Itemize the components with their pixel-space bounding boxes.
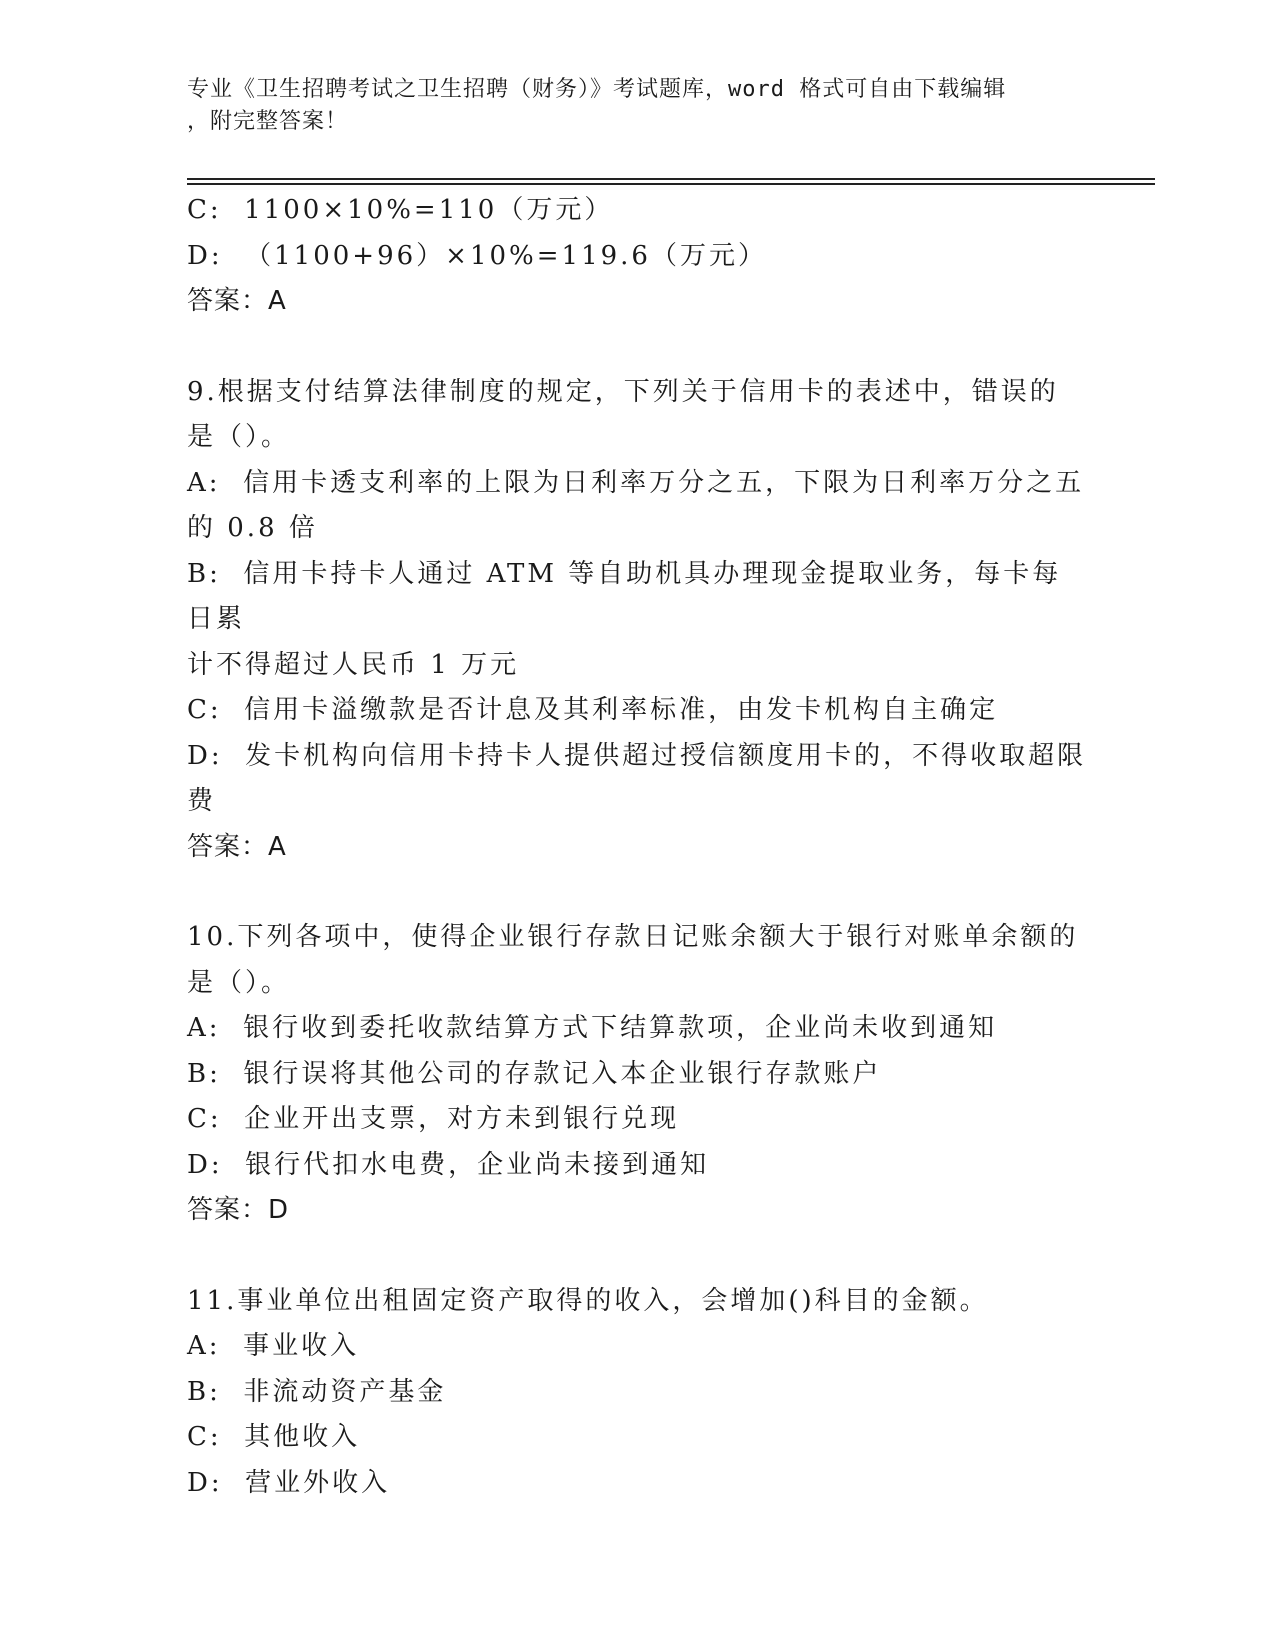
q9-option-c: C: 信用卡溢缴款是否计息及其利率标准，由发卡机构自主确定	[187, 695, 999, 725]
q11-option-b: B: 非流动资产基金	[187, 1376, 447, 1407]
q9-option-b-line-2: 计不得超过人民币 1 万元	[187, 649, 520, 680]
q9-option-a-line-1: A: 信用卡透支利率的上限为日利率万分之五，下限为日利率万分之五	[187, 467, 1085, 498]
header-divider-top	[187, 178, 1155, 180]
q11-option-d: D: 营业外收入	[187, 1467, 391, 1498]
header-divider-bottom	[187, 183, 1155, 185]
spacer	[187, 1234, 1087, 1279]
q11-option-c: C: 其他收入	[187, 1422, 361, 1452]
q10-stem-line-1: 10.下列各项中，使得企业银行存款日记账余额大于银行对账单余额的	[187, 922, 1079, 952]
header-line-2: ，附完整答案！	[187, 109, 349, 134]
q11-option-a: A: 事业收入	[187, 1331, 360, 1361]
q9-answer: 答案：A	[187, 831, 287, 862]
header-line-1: 专业《卫生招聘考试之卫生招聘（财务）》考试题库，word 格式可自由下载编辑	[187, 77, 1007, 102]
spacer	[187, 325, 1087, 370]
q9-option-a-line-2: 的 0.8 倍	[187, 513, 318, 543]
q9-stem-line-1: 9.根据支付结算法律制度的规定，下列关于信用卡的表述中，错误的	[187, 376, 1059, 407]
prev-answer: 答案：A	[187, 286, 287, 316]
document-header	[187, 74, 1077, 138]
q10-option-c: C: 企业开出支票，对方未到银行兑现	[187, 1104, 680, 1134]
q10-answer: 答案：D	[187, 1195, 290, 1225]
q9-stem-line-2: 是（）。	[187, 422, 291, 452]
q10-stem-line-2: 是（）。	[187, 967, 291, 998]
q9-option-d-line-2: 费	[187, 786, 217, 816]
question-list	[187, 188, 1087, 1506]
q9-option-b-line-1: B: 信用卡持卡人通过 ATM 等自助机具办理现金提取业务，每卡每日累	[187, 558, 1062, 634]
q11-stem: 11.事业单位出租固定资产取得的收入，会增加()科目的金额。	[187, 1285, 989, 1316]
prev-option-c: C: 1100×10%=110（万元）	[187, 195, 614, 225]
q10-option-d: D: 银行代扣水电费，企业尚未接到通知	[187, 1149, 710, 1180]
spacer	[187, 870, 1087, 915]
q10-option-a: A: 银行收到委托收款结算方式下结算款项，企业尚未收到通知	[187, 1013, 998, 1043]
q10-option-b: B: 银行误将其他公司的存款记入本企业银行存款账户	[187, 1058, 882, 1089]
q9-option-d-line-1: D: 发卡机构向信用卡持卡人提供超过授信额度用卡的，不得收取超限	[187, 740, 1087, 771]
prev-option-d: D: （1100+96）×10%=119.6（万元）	[187, 240, 767, 271]
